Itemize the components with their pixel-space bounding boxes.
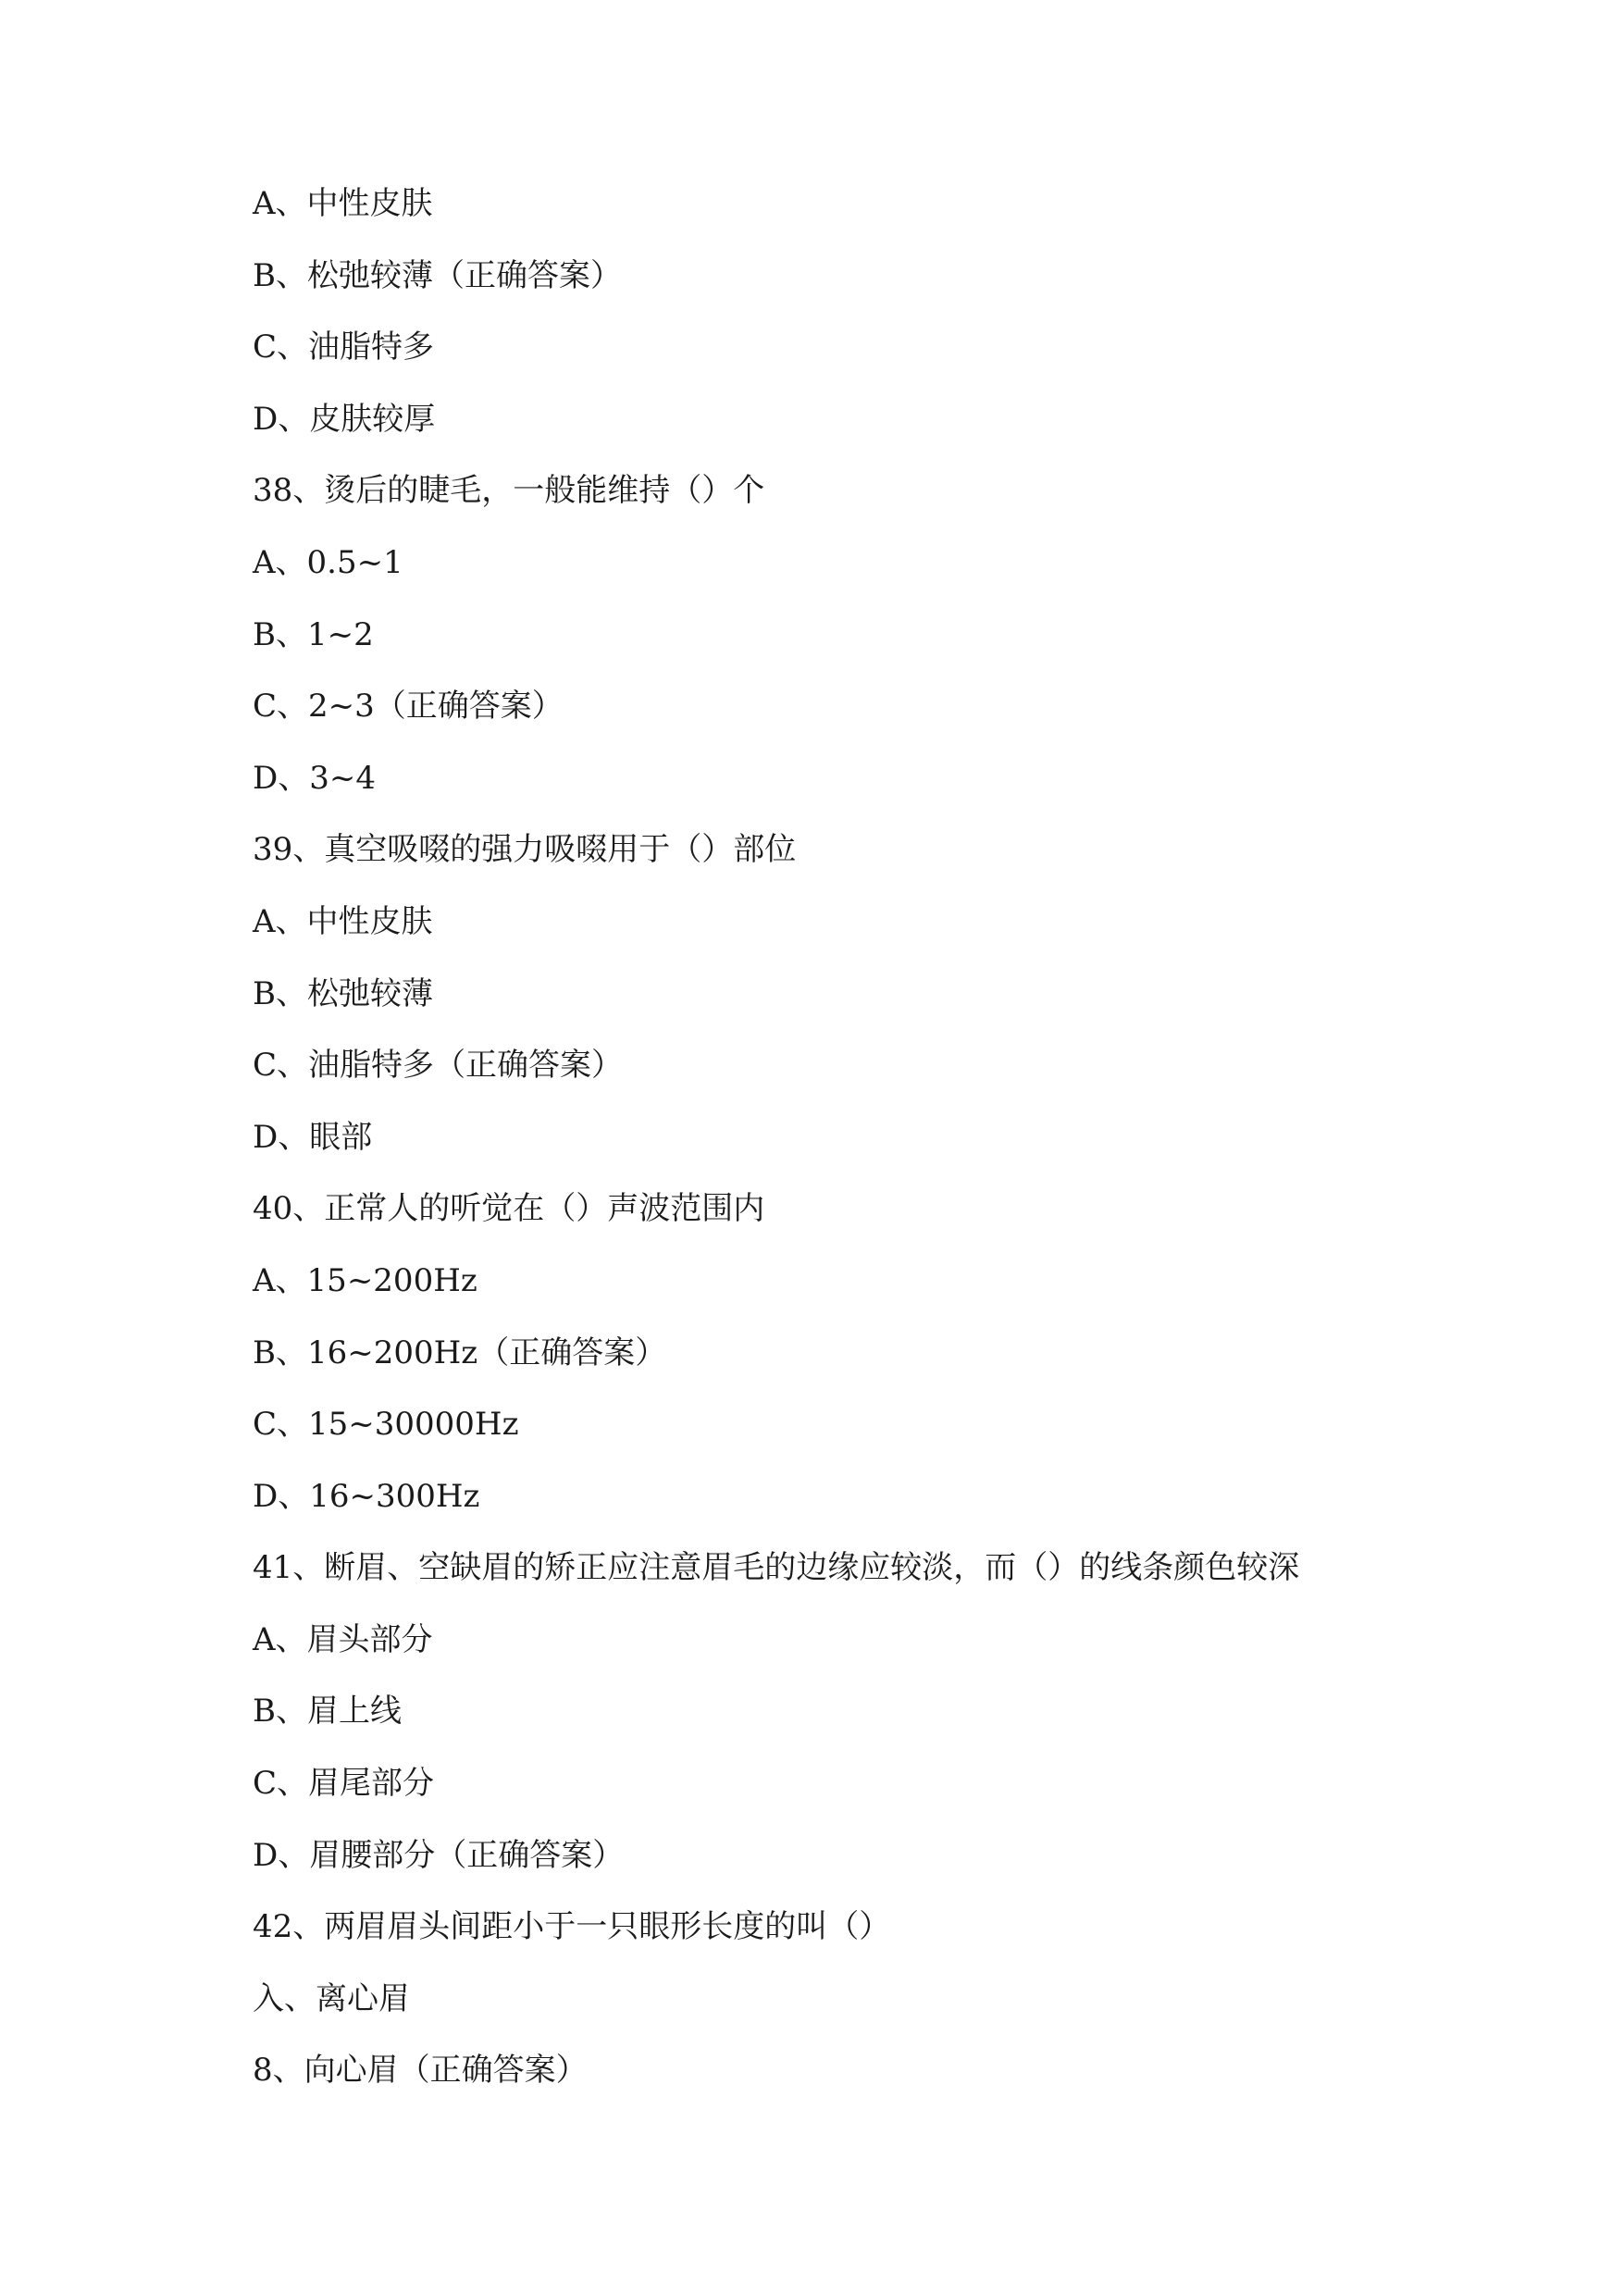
option-line: B、松弛较薄: [253, 974, 433, 1012]
option-line: A、眉头部分: [253, 1620, 433, 1658]
option-line: B、松弛较薄（正确答案）: [253, 256, 622, 294]
option-line: A、中性皮肤: [253, 902, 433, 940]
option-line: D、3~4: [253, 759, 377, 797]
option-line: C、油脂特多（正确答案）: [253, 1047, 624, 1085]
question-line: 38、烫后的睫毛，一般能维持（）个: [253, 472, 765, 510]
question-line: 41、断眉、空缺眉的矫正应注意眉毛的边缘应较淡，而（）的线条颜色较深: [253, 1549, 1300, 1587]
question-line: 39、真空吸啜的强力吸啜用于（）部位: [253, 831, 797, 869]
option-line: B、16~200Hz（正确答案）: [253, 1334, 667, 1371]
question-line: 42、两眉眉头间距小于一只眼形长度的叫（）: [253, 1908, 891, 1946]
option-line: D、眉腰部分（正确答案）: [253, 1836, 625, 1874]
option-line: C、2~3（正确答案）: [253, 688, 564, 726]
question-line: 40、正常人的听觉在（）声波范围内: [253, 1190, 765, 1228]
option-line: D、眼部: [253, 1118, 373, 1156]
option-line: D、16~300Hz: [253, 1477, 480, 1515]
option-line: 入、离心眉: [253, 1979, 410, 2017]
option-line: D、皮肤较厚: [253, 400, 436, 438]
option-line: 8、向心眉（正确答案）: [253, 2052, 588, 2090]
option-line: A、0.5~1: [253, 543, 403, 581]
option-line: A、中性皮肤: [253, 185, 433, 222]
option-line: B、眉上线: [253, 1693, 402, 1731]
option-line: C、眉尾部分: [253, 1765, 435, 1803]
option-line: B、1~2: [253, 615, 374, 653]
option-line: A、15~200Hz: [253, 1261, 477, 1299]
option-line: C、油脂特多: [253, 329, 435, 366]
option-line: C、15~30000Hz: [253, 1406, 519, 1444]
document-body: [253, 180, 1456, 2118]
